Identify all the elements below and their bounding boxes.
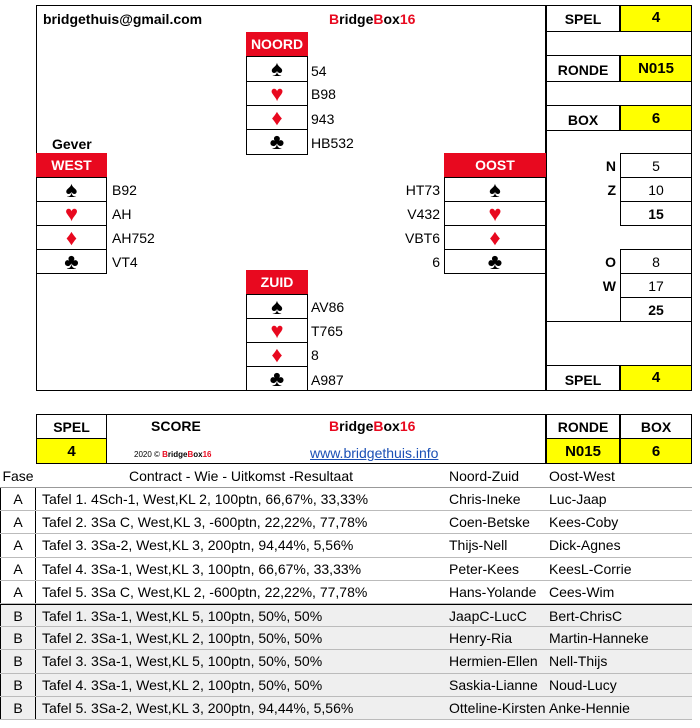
w-value: 17 xyxy=(620,273,692,298)
score-box-label: BOX xyxy=(620,414,692,439)
contract-cell: Tafel 1. 4Sch-1, West,KL 2, 100ptn, 66,67%, 33,33% xyxy=(42,491,369,507)
fase-cell: B xyxy=(0,650,36,672)
heart-icon: ♥ xyxy=(246,318,308,343)
club-icon: ♣ xyxy=(444,249,546,274)
noord-spades: 54 xyxy=(311,63,327,79)
fase-cell: A xyxy=(0,558,36,580)
heart-icon: ♥ xyxy=(36,201,107,226)
zuid-diamonds: 8 xyxy=(311,347,319,363)
brand-part: B xyxy=(373,11,384,27)
brand-part: B xyxy=(329,418,340,434)
west-hearts: AH xyxy=(112,206,132,222)
z-value: 10 xyxy=(620,177,692,202)
table-row xyxy=(0,558,692,581)
west-spades: B92 xyxy=(112,182,137,198)
col-ow: Oost-West xyxy=(549,468,615,484)
info-spacer xyxy=(546,81,692,106)
table-row xyxy=(0,511,692,534)
brand-part: ridge xyxy=(339,11,374,27)
contract-cell: Tafel 4. 3Sa-1, West,KL 2, 100ptn, 50%, 50% xyxy=(42,676,323,693)
spel-label: SPEL xyxy=(546,5,620,32)
fase-cell: B xyxy=(0,605,36,626)
w-label: W xyxy=(602,278,616,294)
ow-cell: Anke-Hennie xyxy=(549,699,630,716)
nz-cell: Henry-Ria xyxy=(449,630,513,647)
ow-cell: Martin-Hanneke xyxy=(549,630,649,647)
fase-cell: A xyxy=(0,581,36,603)
noord-diamonds: 943 xyxy=(311,111,335,127)
email-address: bridgethuis@gmail.com xyxy=(43,11,203,27)
noord-label: NOORD xyxy=(246,32,308,56)
table-row xyxy=(0,581,692,604)
nz-cell: Peter-Kees xyxy=(449,560,520,577)
brand-part: ridge xyxy=(339,418,374,434)
zuid-clubs: A987 xyxy=(311,372,344,388)
brand-part: ox xyxy=(383,418,400,434)
west-clubs: VT4 xyxy=(112,254,138,270)
diamond-icon: ♦ xyxy=(246,342,308,367)
spade-icon: ♠ xyxy=(246,56,308,82)
spel-bottom-label: SPEL xyxy=(546,365,620,391)
n-label: N xyxy=(605,158,616,174)
spade-icon: ♠ xyxy=(444,177,546,202)
ow-total: 25 xyxy=(620,297,692,322)
ronde-label: RONDE xyxy=(546,55,620,82)
nz-cell: JaapC-LucC xyxy=(449,608,527,624)
ow-cell: Dick-Agnes xyxy=(549,537,621,554)
copyright-text: 2020 © xyxy=(134,450,163,459)
score-box-value: 6 xyxy=(620,438,692,464)
table-row xyxy=(0,697,692,720)
nz-cell: Hans-Yolande xyxy=(449,583,537,600)
box-label: BOX xyxy=(546,105,620,131)
brand-logo-top xyxy=(329,12,415,26)
ow-cell: Luc-Jaap xyxy=(549,491,607,507)
spel-bottom-value: 4 xyxy=(620,365,692,391)
score-spel-label: SPEL xyxy=(36,414,107,439)
z-label: Z xyxy=(607,182,616,198)
col-contract: Contract - Wie - Uitkomst -Resultaat xyxy=(128,468,354,484)
zuid-label: ZUID xyxy=(246,270,308,294)
score-spel-value: 4 xyxy=(36,438,107,464)
brand-part: 16 xyxy=(399,418,416,434)
zuid-hearts: T765 xyxy=(311,323,343,339)
fase-cell: B xyxy=(0,697,36,719)
diamond-icon: ♦ xyxy=(444,225,546,250)
zuid-spades: AV86 xyxy=(311,299,345,315)
nz-total: 15 xyxy=(620,201,692,226)
ow-cell: KeesL-Corrie xyxy=(549,560,632,577)
nz-cell: Chris-Ineke xyxy=(449,491,521,507)
nz-cell: Hermien-Ellen xyxy=(449,653,538,670)
o-label: O xyxy=(605,254,616,270)
contract-cell: Tafel 2. 3Sa-1, West,KL 2, 100ptn, 50%, 50% xyxy=(42,630,323,647)
club-icon: ♣ xyxy=(36,249,107,274)
table-row xyxy=(0,534,692,557)
fase-cell: A xyxy=(0,488,36,510)
dealer-label: Gever xyxy=(52,136,92,152)
brand-part: 16 xyxy=(399,11,416,27)
ow-cell: Kees-Coby xyxy=(549,514,619,531)
table-row xyxy=(0,488,692,511)
oost-label: OOST xyxy=(444,153,546,177)
n-value: 5 xyxy=(620,153,692,178)
col-nz: Noord-Zuid xyxy=(449,468,520,484)
score-table-header xyxy=(0,464,692,488)
spade-icon: ♠ xyxy=(36,177,107,202)
contract-cell: Tafel 4. 3Sa-1, West,KL 3, 100ptn, 66,67%, 33,33% xyxy=(42,560,362,577)
nz-cell: Otteline-Kirsten xyxy=(449,699,546,716)
o-value: 8 xyxy=(620,249,692,274)
fase-cell: B xyxy=(0,627,36,649)
west-diamonds: AH752 xyxy=(112,230,155,246)
nz-cell: Coen-Betske xyxy=(449,514,530,531)
copyright xyxy=(134,451,212,459)
ow-cell: Cees-Wim xyxy=(549,583,615,600)
brand-part: B xyxy=(329,11,340,27)
ow-cell: Noud-Lucy xyxy=(549,676,617,693)
score-header xyxy=(36,414,546,464)
score-rows xyxy=(0,488,692,728)
website-link[interactable]: www.bridgethuis.info xyxy=(310,445,439,461)
table-row xyxy=(0,674,692,697)
contract-cell: Tafel 5. 3Sa-2, West,KL 3, 200ptn, 94,44%, 5,56% xyxy=(42,699,354,716)
brand-part: BridgeBox16 xyxy=(162,450,212,459)
club-icon: ♣ xyxy=(246,129,308,155)
brand-part: B xyxy=(373,418,384,434)
oost-clubs: 6 xyxy=(432,254,440,270)
diamond-icon: ♦ xyxy=(246,105,308,130)
ow-cell: Bert-ChrisC xyxy=(549,608,623,624)
box-value: 6 xyxy=(620,105,692,131)
contract-cell: Tafel 1. 3Sa-1, West,KL 5, 100ptn, 50%, 50% xyxy=(42,608,323,624)
score-ronde-label: RONDE xyxy=(546,414,620,439)
table-row xyxy=(0,627,692,650)
oost-diamonds: VBT6 xyxy=(404,230,440,246)
west-label: WEST xyxy=(36,153,107,177)
ronde-value: N015 xyxy=(620,55,692,82)
contract-cell: Tafel 5. 3Sa C, West,KL 2, -600ptn, 22,22%, 77,78% xyxy=(42,583,368,600)
col-fase: Fase xyxy=(2,468,34,484)
score-ronde-value: N015 xyxy=(546,438,620,464)
diamond-icon: ♦ xyxy=(36,225,107,250)
spade-icon: ♠ xyxy=(246,294,308,319)
fase-cell: A xyxy=(0,534,36,556)
noord-clubs: HB532 xyxy=(311,135,354,151)
contract-cell: Tafel 3. 3Sa-2, West,KL 3, 200ptn, 94,44%, 5,56% xyxy=(42,537,354,554)
club-icon: ♣ xyxy=(246,366,308,391)
fase-cell: A xyxy=(0,511,36,533)
table-row xyxy=(0,650,692,673)
contract-cell: Tafel 3. 3Sa-1, West,KL 5, 100ptn, 50%, 50% xyxy=(42,653,323,670)
ow-cell: Nell-Thijs xyxy=(549,653,608,670)
table-row xyxy=(0,604,692,627)
info-spacer xyxy=(546,321,692,366)
heart-icon: ♥ xyxy=(444,201,546,226)
brand-logo-score xyxy=(329,419,415,433)
score-label: SCORE xyxy=(151,418,201,434)
nz-cell: Thijs-Nell xyxy=(449,537,508,554)
info-spacer xyxy=(546,31,692,56)
brand-part: ox xyxy=(383,11,400,27)
noord-hearts: B98 xyxy=(311,86,336,102)
oost-spades: HT73 xyxy=(405,182,440,198)
heart-icon: ♥ xyxy=(246,81,308,106)
contract-cell: Tafel 2. 3Sa C, West,KL 3, -600ptn, 22,22%, 77,78% xyxy=(42,514,368,531)
spel-value: 4 xyxy=(620,5,692,32)
oost-hearts: V432 xyxy=(407,206,440,222)
fase-cell: B xyxy=(0,674,36,696)
nz-cell: Saskia-Lianne xyxy=(449,676,538,693)
